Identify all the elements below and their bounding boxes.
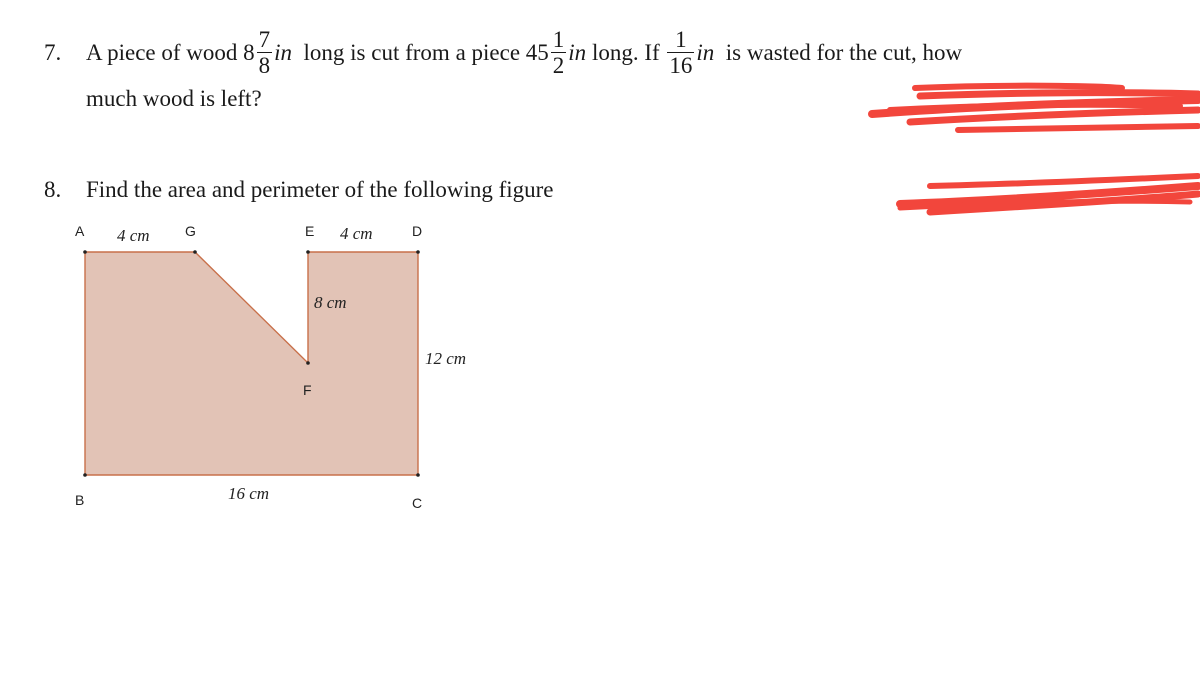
vertex-b-dot (83, 473, 87, 477)
point-label-e: E (305, 223, 315, 239)
unit-in: in (274, 39, 293, 65)
q8-text: Find the area and perimeter of the following figure (86, 177, 554, 202)
measure-bc: 16 cm (228, 484, 270, 503)
fraction-denominator: 2 (552, 53, 565, 78)
vertex-e-dot (306, 250, 310, 254)
question-7-number: 7. (44, 39, 62, 65)
q7-text-d: is wasted for the cut, how (725, 39, 963, 65)
point-label-b: B (75, 492, 85, 508)
redaction-strokes (900, 176, 1198, 212)
fraction-denominator: 8 (258, 53, 271, 78)
measure-ed: 4 cm (340, 224, 373, 243)
vertex-a-dot (83, 250, 87, 254)
vertex-d-dot (416, 250, 420, 254)
measure-ag: 4 cm (117, 226, 150, 245)
vertex-c-dot (416, 473, 420, 477)
point-label-g: G (185, 223, 196, 239)
fraction-numerator: 1 (552, 27, 565, 52)
redaction-scribble-1 (860, 80, 1200, 140)
q7-text-a: A piece of wood 8 (86, 39, 255, 65)
redaction-scribble-2 (860, 170, 1200, 230)
question-7-line-2: much wood is left? (86, 86, 262, 111)
q7-text-b: long is cut from a piece 45 (303, 39, 549, 65)
point-label-f: F (303, 382, 312, 398)
unit-in: in (696, 39, 715, 65)
point-label-c: C (412, 495, 423, 511)
unit-in: in (568, 39, 587, 65)
redaction-strokes (872, 86, 1198, 130)
fraction-1-16 (667, 28, 694, 77)
point-label-a: A (75, 223, 85, 239)
fraction-numerator: 1 (667, 28, 694, 53)
measure-dc: 12 cm (425, 349, 467, 368)
q7-text-c: long. If (591, 39, 660, 65)
measure-ef: 8 cm (314, 293, 347, 312)
fraction-numerator: 7 (258, 27, 271, 52)
vertex-g-dot (193, 250, 197, 254)
point-label-d: D (412, 223, 423, 239)
fraction-denominator: 16 (669, 53, 693, 78)
figure-shape (85, 252, 418, 475)
question-8-number: 8. (44, 177, 62, 202)
vertex-f-dot (306, 361, 310, 365)
